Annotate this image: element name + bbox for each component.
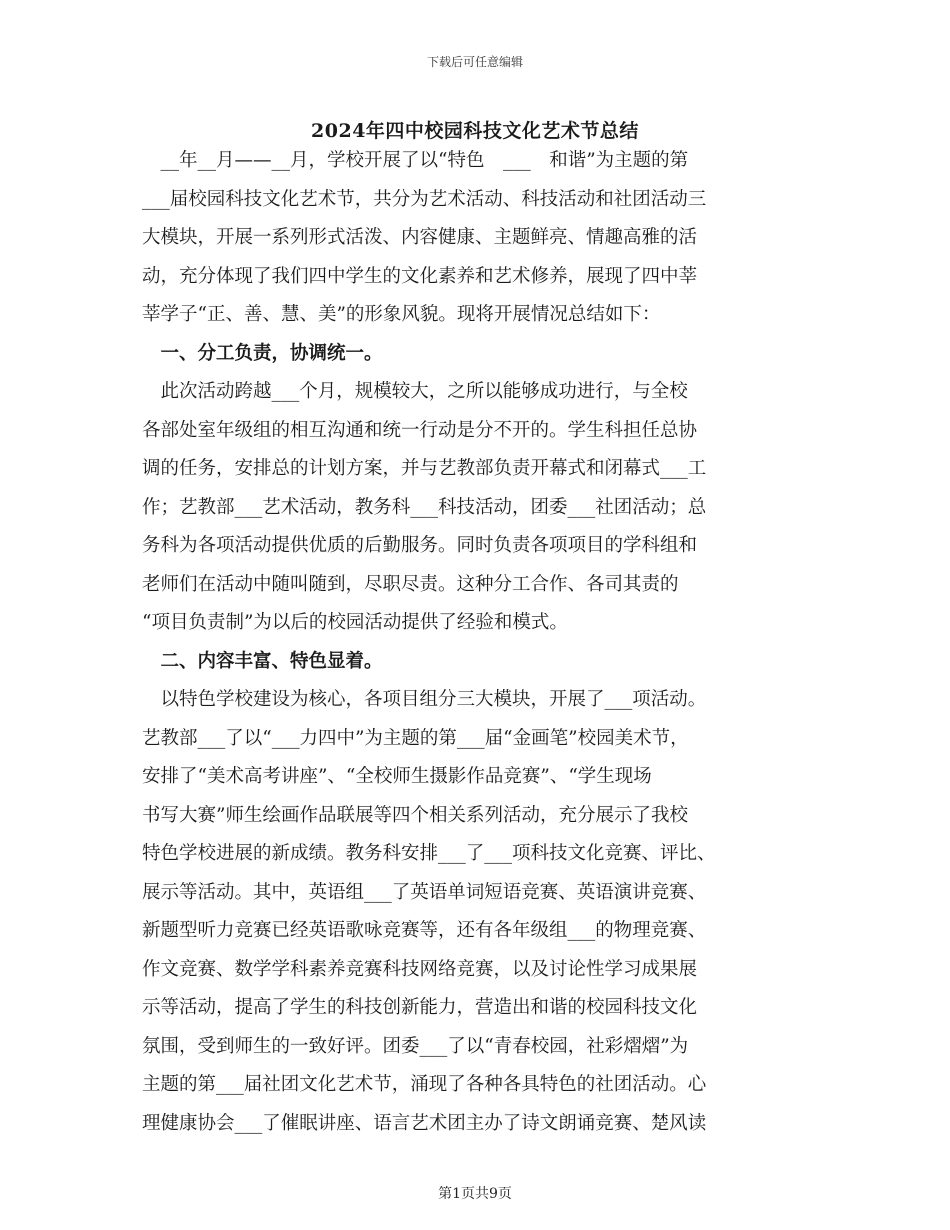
body-text-line: 示等活动，提高了学生的科技创新能力，营造出和谐的校园科技文化 — [142, 997, 698, 1018]
body-text-line: ___届校园科技文化艺术节，共分为艺术活动、科技活动和社团活动三 — [142, 188, 707, 210]
body-text-line: 安排了“美术高考讲座”、“全校师生摄影作品竞赛”、“学生现场 — [142, 766, 652, 787]
body-text-line: 作文竞赛、数学学科素养竞赛科技网络竞赛，以及讨论性学习成果展 — [142, 958, 698, 980]
page-indicator: 第1页共9页 — [438, 1186, 512, 1202]
body-text-line: 氛围，受到师生的一致好评。团委___了以“青春校园，社彩熠熠”为 — [142, 1035, 689, 1057]
body-text-line: 各部处室年级组的相互沟通和统一行动是分不开的。学生科担任总协 — [142, 419, 698, 441]
body-text-line: 务科为各项活动提供优质的后勤服务。同时负责各项项目的学科组和 — [142, 535, 698, 556]
body-text-line: 动，充分体现了我们四中学生的文化素养和艺术修养，展现了四中莘 — [142, 265, 698, 287]
body-text-line: 大模块，开展一系列形式活泼、内容健康、主题鲜亮、情趣高雅的活 — [142, 227, 698, 248]
body-text-line: 理健康协会___了催眠讲座、语言艺术团主办了诗文朗诵竞赛、楚风读 — [142, 1112, 707, 1134]
body-text-line: __年__月——__月，学校开展了以“特色 ___ 和谐”为主题的第 — [142, 150, 689, 171]
section-heading: 二、内容丰富、特色显着。 — [142, 650, 383, 672]
body-text-line: 作；艺教部___艺术活动，教务科___科技活动，团委___社团活动；总 — [142, 496, 707, 518]
document-title: 2024年四中校园科技文化艺术节总结 — [311, 120, 639, 142]
download-note: 下载后可任意编辑 — [426, 55, 523, 69]
section-heading: 一、分工负责，协调统一。 — [142, 342, 383, 364]
body-text-line: 调的任务，安排总的计划方案，并与艺教部负责开幕式和闭幕式___工 — [142, 458, 707, 479]
body-text-line: 书写大赛”师生绘画作品联展等四个相关系列活动，充分展示了我校 — [142, 804, 688, 826]
body-text-line: 展示等活动。其中，英语组___了英语单词短语竞赛、英语演讲竞赛、 — [142, 881, 707, 903]
body-text-line: 主题的第___届社团文化艺术节，涌现了各种各具特色的社团活动。心 — [142, 1074, 707, 1095]
body-text-line: 以特色学校建设为核心，各项目组分三大模块，开展了___项活动。 — [142, 689, 707, 710]
body-text-line: 老师们在活动中随叫随到，尽职尽责。这种分工合作、各司其责的 — [142, 573, 679, 595]
body-text-line: 此次活动跨越___个月，规模较大，之所以能够成功进行，与全校 — [142, 381, 688, 402]
body-text-line: 新题型听力竞赛已经英语歌咏竞赛等，还有各年级组___的物理竞赛、 — [142, 920, 707, 941]
body-text-line: 莘学子“正、善、慧、美”的形象风貌。现将开展情况总结如下： — [142, 304, 661, 325]
body-text-line: 特色学校进展的新成绩。教务科安排___了___项科技文化竞赛、评比、 — [142, 843, 716, 864]
body-text-line: 艺教部___了以“___力四中”为主题的第___届“金画笔”校园美术节， — [142, 727, 689, 749]
body-text-line: “项目负责制”为以后的校园活动提供了经验和模式。 — [142, 612, 568, 633]
